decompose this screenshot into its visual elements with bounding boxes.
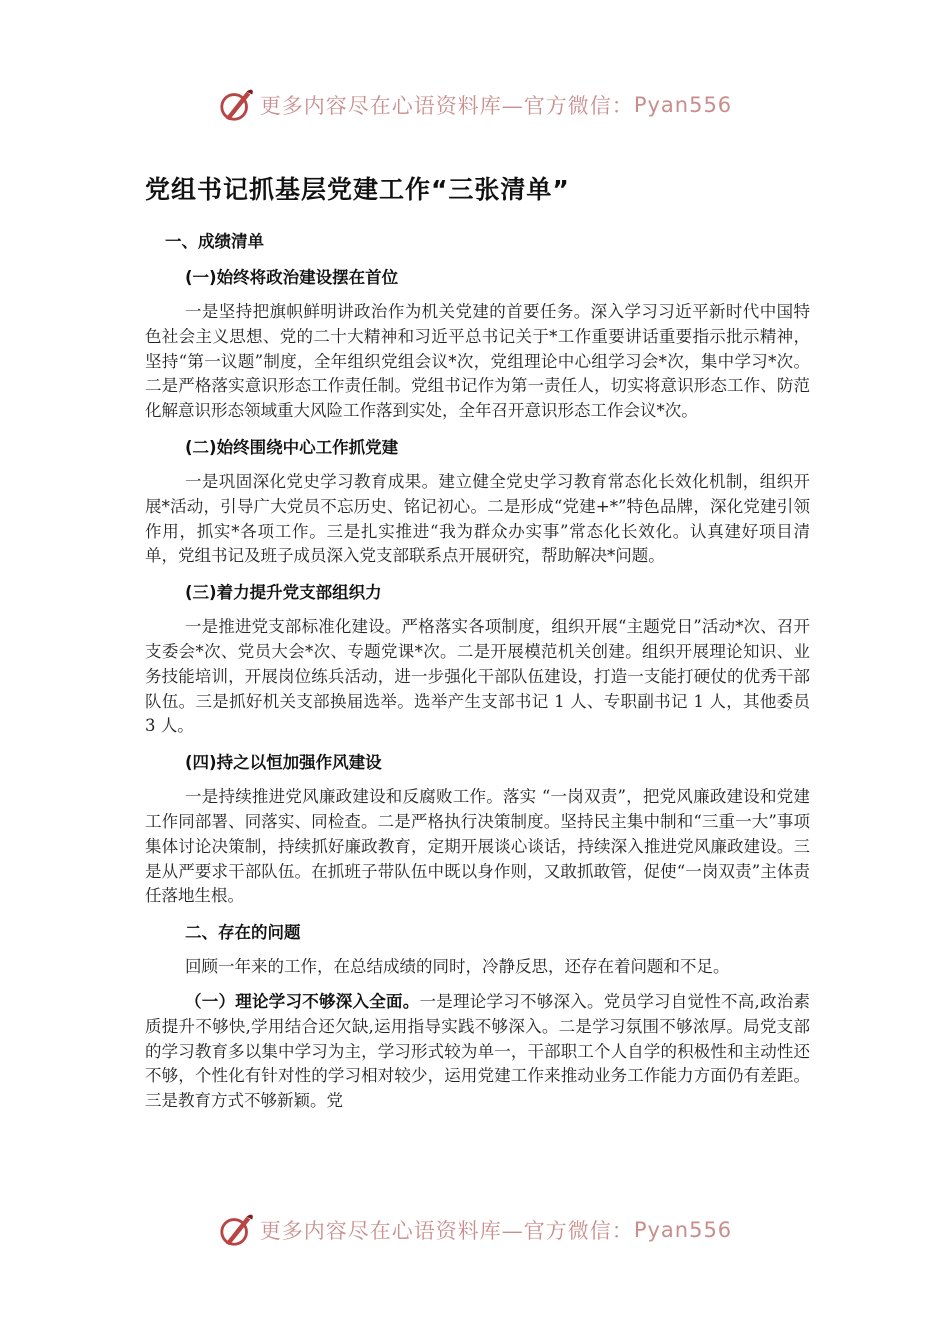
subsection-heading-3: (三)着力提升党支部组织力: [185, 583, 382, 603]
subsection-heading-4: (四)持之以恒加强作风建设: [185, 753, 382, 773]
paragraph-text: 一是理论学习不够深入。党员学习自觉性不高,政治素质提升不够快,学用结合还欠缺,运用指导实践不够深入。二是学习氛围不够浓厚。局党支部的学习教育多以集中学习为主，学习形式较为单一，干部职工个人自学的积极性和主动性还不够，个性化有针对性的学习相对较少，运用党建工作来推动业务工作能力方面仍有差距。三是教育方式不够新颖。党: [145, 991, 810, 1111]
quill-logo-icon: [218, 1211, 256, 1249]
section-heading-achievements: 一、成绩清单: [165, 232, 264, 251]
banner-text: 更多内容尽在心语资料库—官方微信：: [259, 94, 634, 118]
document-title: 党组书记抓基层党建工作“三张清单”: [145, 175, 570, 204]
banner-text: 更多内容尽在心语资料库—官方微信：: [259, 1219, 634, 1243]
header-watermark-banner: [0, 82, 950, 128]
quill-logo-icon: [218, 86, 256, 124]
paragraph-3: 一是推进党支部标准化建设。严格落实各项制度，组织开展“主题党日”活动*次、召开支委会*次、党员大会*次、专题党课*次。二是开展模范机关创建。组织开展理论知识、业务技能培训，开展岗位练兵活动，进一步强化干部队伍建设，打造一支能打硬仗的优秀干部队伍。三是抓好机关支部换届选举。选举产生支部书记 1 人、专职副书记 1 人，其他委员 3 人。: [145, 617, 810, 736]
paragraph-1: 一是坚持把旗帜鲜明讲政治作为机关党建的首要任务。深入学习习近平新时代中国特色社会主义思想、党的二十大精神和习近平总书记关于*工作重要讲话重要指示批示精神，坚持“第一议题”制度，全年组织党组会议*次，党组理论中心组学习会*次，集中学习*次。二是严格落实意识形态工作责任制。党组书记作为第一责任人，切实将意识形态工作、防范化解意识形态领域重大风险工作落到实处，全年召开意识形态工作会议*次。: [145, 302, 810, 421]
banner-brand: Pyan556: [633, 93, 733, 117]
paragraph-problems-intro: 回顾一年来的工作，在总结成绩的同时，冷静反思，还存在着问题和不足。: [185, 957, 730, 977]
paragraph-4: 一是持续推进党风廉政建设和反腐败工作。落实 “一岗双责”，把党风廉政建设和党建工作同部署、同落实、同检查。二是严格执行决策制度。坚持民主集中制和“三重一大”事项集体讨论决策制，持续抓好廉政教育，定期开展谈心谈话，持续深入推进党风廉政建设。三是从严要求干部队伍。在抓班子带队伍中既以身作则，又敢抓敢管，促使“一岗双责”主体责任落地生根。: [145, 787, 810, 906]
paragraph-problems-1: [145, 990, 810, 1114]
subsection-heading-1: (一)始终将政治建设摆在首位: [185, 268, 399, 287]
footer-watermark-banner: [0, 1207, 950, 1253]
paragraph-lead: （一）理论学习不够深入全面。: [185, 991, 420, 1011]
document-body: [145, 170, 810, 1124]
section-heading-problems: 二、存在的问题: [185, 923, 301, 943]
subsection-heading-2: (二)始终围绕中心工作抓党建: [185, 437, 399, 457]
banner-brand: Pyan556: [633, 1218, 733, 1242]
paragraph-2: 一是巩固深化党史学习教育成果。建立健全党史学习教育常态化长效化机制，组织开展*活动，引导广大党员不忘历史、铭记初心。二是形成“党建+*”特色品牌，深化党建引领作用，抓实*各项工作。三是扎实推进“我为群众办实事”常态化长效化。认真建好项目清单，党组书记及班子成员深入党支部联系点开展研究，帮助解决*问题。: [145, 471, 810, 566]
